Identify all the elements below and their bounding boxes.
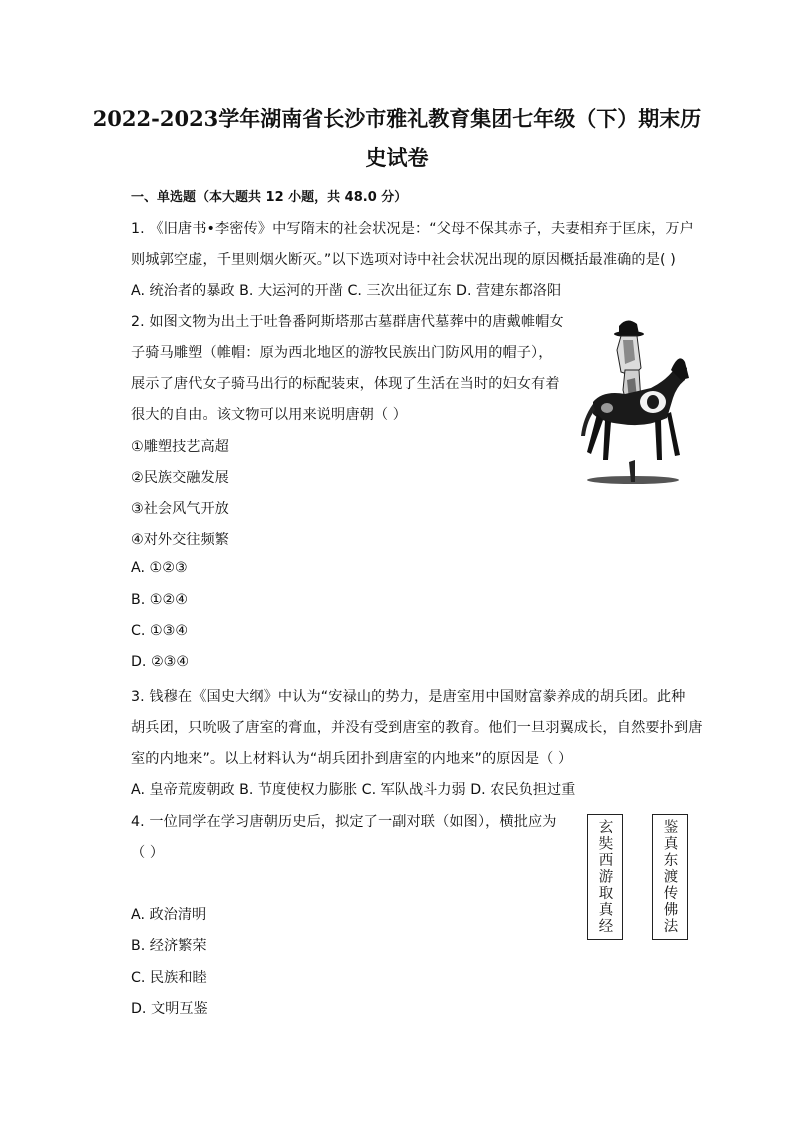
- question-2-statement-2: ②民族交融发展: [131, 470, 229, 486]
- question-4-option-d: D. 文明互鉴: [131, 1001, 208, 1017]
- question-2-statement-3: ③社会风气开放: [131, 501, 229, 517]
- question-2-text-line-3: 展示了唐代女子骑马出行的标配装束，体现了生活在当时的妇女有着: [131, 376, 560, 392]
- question-4-text-line-2: （ ）: [131, 845, 165, 861]
- question-3-text-line-2: 胡兵团，只吮吸了唐室的膏血，并没有受到唐室的教育。他们一旦羽翼成长，自然要扑到唐: [131, 720, 703, 736]
- question-3-options: A. 皇帝荒废朝政 B. 节度使权力膨胀 C. 军队战斗力弱 D. 农民负担过重: [131, 782, 576, 798]
- question-4-option-c: C. 民族和睦: [131, 970, 207, 986]
- couplet-right-text: 鉴真东渡传佛法: [661, 819, 678, 935]
- couplet-left-scroll: [587, 814, 623, 940]
- question-2-statement-4: ④对外交往频繁: [131, 532, 229, 548]
- couplet-right-scroll: [652, 814, 688, 940]
- question-1-text-line-1: 1. 《旧唐书•李密传》中写隋末的社会状况是：“父母不保其赤子，夫妻相弃于匡床，万户: [131, 221, 694, 237]
- question-4-option-a: A. 政治清明: [131, 907, 207, 923]
- section-heading: 一、单选题（本大题共 12 小题，共 48.0 分）: [131, 190, 408, 205]
- question-2-option-b: B. ①②④: [131, 592, 188, 608]
- question-4-text-line-1: 4. 一位同学在学习唐朝历史后，拟定了一副对联（如图），横批应为: [131, 814, 557, 830]
- question-2-option-a: A. ①②③: [131, 560, 188, 576]
- tang-female-rider-figurine-image: [575, 310, 693, 488]
- question-2-text-line-4: 很大的自由。该文物可以用来说明唐朝（ ）: [131, 407, 408, 423]
- question-2-option-c: C. ①③④: [131, 623, 189, 639]
- question-1-text-line-2: 则城郭空虚，千里则烟火断灭。”以下选项对诗中社会状况出现的原因概括最准确的是( ): [131, 252, 676, 268]
- question-4-option-b: B. 经济繁荣: [131, 938, 207, 954]
- question-2-option-d: D. ②③④: [131, 654, 190, 670]
- question-3-text-line-3: 室的内地来”。以上材料认为“胡兵团扑到唐室的内地来”的原因是（ ）: [131, 751, 573, 767]
- page-title-continued: 史试卷: [365, 145, 429, 170]
- question-2-text-line-1: 2. 如图文物为出土于吐鲁番阿斯塔那古墓群唐代墓葬中的唐戴帷帽女: [131, 314, 564, 330]
- question-1-options: A. 统治者的暴政 B. 大运河的开凿 C. 三次出征辽东 D. 营建东都洛阳: [131, 283, 562, 299]
- question-3-text-line-1: 3. 钱穆在《国史大纲》中认为“安禄山的势力，是唐室用中国财富豢养成的胡兵团。此种: [131, 689, 686, 705]
- question-2-text-line-2: 子骑马雕塑（帷帽：原为西北地区的游牧民族出门防风用的帽子），: [131, 345, 553, 361]
- question-2-statement-1: ①雕塑技艺高超: [131, 439, 229, 455]
- couplet-left-text: 玄奘西游取真经: [596, 819, 613, 935]
- page-title: 2022-2023学年湖南省长沙市雅礼教育集团七年级（下）期末历: [92, 106, 702, 131]
